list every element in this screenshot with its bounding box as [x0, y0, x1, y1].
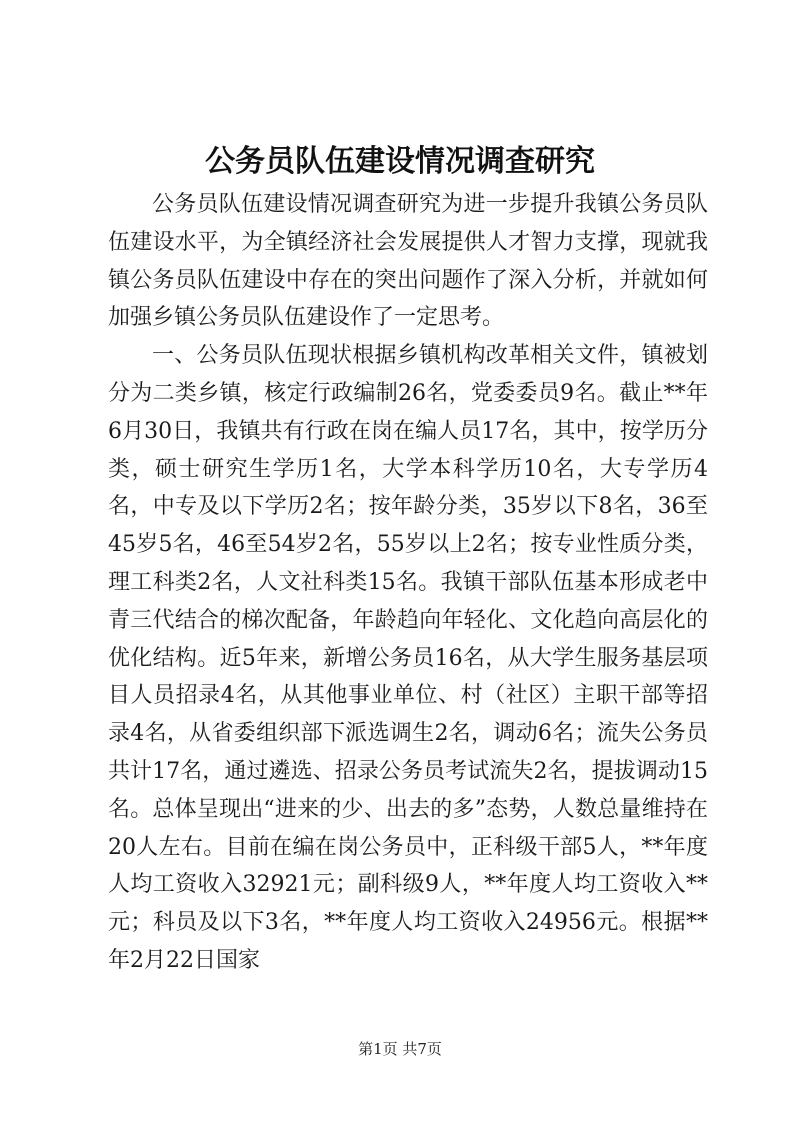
paragraph-section-one: 一、公务员队伍现状根据乡镇机构改革相关文件，镇被划分为二类乡镇，核定行政编制26名，党委委员9名。截止**年6月30日，我镇共有行政在岗在编人员17名，其中，按学历分类，硕士研究生学历1名，大学本科学历10名，大专学历4名，中专及以下学历2名；按年龄分类，35岁以下8名，36至45岁5名，46至54岁2名，55岁以上2名；按专业性质分类，理工科类2名，人文社科类15名。我镇干部队伍基本形成老中青三代结合的梯次配备，年龄趋向年轻化、文化趋向高层化的优化结构。近5年来，新增公务员16名，从大学生服务基层项目人员招录4名，从其他事业单位、村（社区）主职干部等招录4名，从省委组织部下派选调生2名，调动6名；流失公务员共计17名，通过遴选、招录公务员考试流失2名，提拔调动15名。总体呈现出“进来的少、出去的多”态势，人数总量维持在20人左右。目前在编在岗公务员中，正科级干部5人，**年度人均工资收入32921元；副科级9人，**年度人均工资收入**元；科员及以下3名，**年度人均工资收入24956元。根据**年2月22日国家 [108, 343, 708, 973]
page-footer: 第1页 共7页 [358, 1040, 442, 1058]
document-body [108, 186, 708, 980]
page-title: 公务员队伍建设情况调查研究 [205, 144, 595, 179]
paragraph-intro: 公务员队伍建设情况调查研究为进一步提升我镇公务员队伍建设水平，为全镇经济社会发展提供人才智力支撑，现就我镇公务员队伍建设中存在的突出问题作了深入分析，并就如何加强乡镇公务员队伍建设作了一定思考。 [108, 192, 708, 331]
